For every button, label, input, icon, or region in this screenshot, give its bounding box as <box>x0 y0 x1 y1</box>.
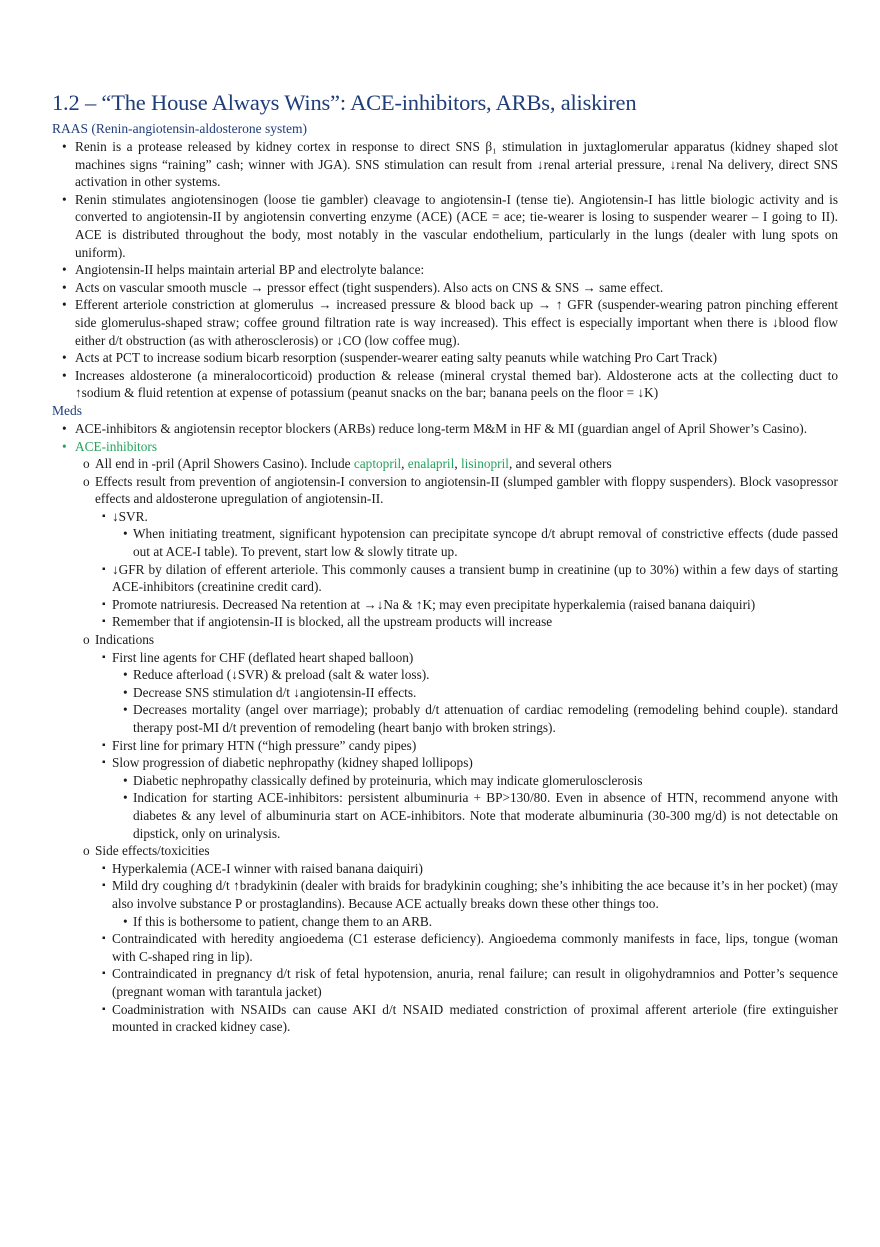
subsection-label: ACE-inhibitors <box>75 438 157 454</box>
list-item-text: Decrease SNS stimulation d/t ↓angiotensin-II effects. <box>133 684 417 700</box>
bullet-icon: • <box>62 297 67 313</box>
list-item-text: Promote natriuresis. Decreased Na retention at →↓Na & ↑K; may even precipitate hyperkalemia (raised banana daiquiri) <box>112 596 756 612</box>
list-item <box>52 525 838 560</box>
list-item <box>52 737 838 755</box>
list-item-text: ↓SVR. <box>112 508 148 524</box>
list-item-ace-inhibitors <box>52 438 838 456</box>
bullet-icon: • <box>123 667 128 683</box>
bullet-icon: ▪ <box>102 651 106 663</box>
list-item <box>52 649 838 667</box>
subsection-label: Indications <box>95 632 155 648</box>
list-item-text: Contraindicated with heredity angioedema (C1 esterase deficiency). Angioedema commonly manifests in face, lips, tongue (woman with C-shaped ring in lip). <box>112 931 838 964</box>
bullet-icon: • <box>62 262 67 278</box>
bullet-icon: o <box>83 473 90 489</box>
list-item-text: Diabetic nephropathy classically defined by proteinuria, which may indicate glomerulosclerosis <box>133 772 643 788</box>
meds-list <box>52 420 838 1036</box>
bullet-icon: ▪ <box>102 510 106 522</box>
bullet-icon: ▪ <box>102 739 106 751</box>
list-item-text: If this is bothersome to patient, change them to an ARB. <box>133 913 433 929</box>
bullet-icon: o <box>83 456 90 472</box>
bullet-icon: ▪ <box>102 563 106 575</box>
bullet-icon: • <box>123 526 128 542</box>
bullet-icon: • <box>62 279 67 295</box>
bullet-icon: ▪ <box>102 598 106 610</box>
list-item <box>52 965 838 1000</box>
list-item-text: First line for primary HTN (“high pressure” candy pipes) <box>112 737 417 753</box>
list-item <box>52 279 838 297</box>
drug-name: enalapril <box>407 456 455 472</box>
list-item-text: Reduce afterload (↓SVR) & preload (salt & water loss). <box>133 667 430 683</box>
list-item <box>52 138 838 191</box>
section-heading-meds: Meds <box>52 402 82 418</box>
list-item-text: Effects result from prevention of angiotensin-I conversion to angiotensin-II (slumped gambler with floppy suspenders). Block vasopressor effects and aldosterone upregulation of angiotensin-II. <box>95 473 838 507</box>
bullet-icon: • <box>62 191 67 207</box>
document-page <box>52 88 838 1036</box>
separator: , <box>454 456 461 472</box>
list-item <box>52 613 838 631</box>
list-item <box>52 561 838 596</box>
list-item <box>52 191 838 261</box>
bullet-icon: • <box>123 772 128 788</box>
list-item-text: First line agents for CHF (deflated heart shaped balloon) <box>112 649 414 665</box>
list-item <box>52 508 838 526</box>
list-item-text: , and several others <box>509 456 612 472</box>
bullet-icon: ▪ <box>102 1003 106 1015</box>
list-item-text: ↓GFR by dilation of efferent arteriole. This commonly causes a transient bump in creatinine (up to 30%) within a few days of starting ACE-inhibitors (creatinine credit card). <box>112 561 838 595</box>
bullet-icon: • <box>62 367 67 383</box>
section-heading-raas: RAAS (Renin-angiotensin-aldosterone system) <box>52 121 307 136</box>
list-item-text: Hyperkalemia (ACE-I winner with raised banana daiquiri) <box>112 860 423 876</box>
bullet-icon: • <box>123 790 128 806</box>
list-item-text: Renin stimulates angiotensinogen (loose tie gambler) cleavage to angiotensin-I (tense tie). Angiotensin-I has little biologic activity and is converted to angiotensin-II by angiotensin converting enzyme (ACE) (ACE = ace; tie-wearer is losing to suspender wearer – I going to II). ACE is distributed throughout the body, most notably in the vascular endothelium, particularly in the lungs (dealer with lung spots on uniform). <box>75 191 838 260</box>
page-title: 1.2 – “The House Always Wins”: ACE-inhibitors, ARBs, aliskiren <box>52 90 637 115</box>
bullet-icon: • <box>62 420 67 436</box>
bullet-icon: • <box>123 913 128 929</box>
list-item <box>52 473 838 508</box>
bullet-icon: ▪ <box>102 616 106 628</box>
bullet-icon: ▪ <box>102 933 106 945</box>
list-item <box>52 596 838 614</box>
list-item-text: Increases aldosterone (a mineralocorticoid) production & release (mineral crystal themed bar). Aldosterone acts at the collecting duct to ↑sodium & fluid retention at expense of potassium (peanut snacks on the bar; banana peels on the floor = ↓K) <box>75 367 838 401</box>
list-item-text: Mild dry coughing d/t ↑bradykinin (dealer with braids for bradykinin coughing; she’s inhibiting the ace because it’s in her pocket) (may also involve substance P or prostaglandins). Because ACE actually breaks down these other things too. <box>112 878 838 911</box>
list-item <box>52 1001 838 1036</box>
bullet-icon: o <box>83 843 90 859</box>
list-item-text: Coadministration with NSAIDs can cause AKI d/t NSAID mediated constriction of proximal afferent arteriole (fire extinguisher mounted in cracked kidney case). <box>112 1001 838 1035</box>
list-item-text: ACE-inhibitors & angiotensin receptor blockers (ARBs) reduce long-term M&M in HF & MI (guardian angel of April Shower’s Casino). <box>75 420 808 436</box>
bullet-icon: ▪ <box>102 968 106 980</box>
drug-name: captopril <box>353 456 402 472</box>
list-item <box>52 666 838 684</box>
list-item <box>52 296 838 349</box>
bullet-icon: • <box>62 350 67 366</box>
bullet-icon: • <box>62 139 67 154</box>
list-item-text: Acts at PCT to increase sodium bicarb resorption (suspender-wearer eating salty peanuts while watching Pro Cart Track) <box>75 350 718 366</box>
list-item <box>52 684 838 702</box>
list-item-text: Renin is a protease released by kidney cortex in response to direct SNS β₁ stimulation in juxtaglomerular apparatus (kidney shaped slot machines signs “raining” cash; winner with JGA). SNS stimulation can result from ↓renal arterial pressure, ↓renal Na delivery, direct SNS activation in other systems. <box>75 139 838 190</box>
list-item <box>52 261 838 279</box>
bullet-icon: • <box>62 438 67 454</box>
list-item <box>52 367 838 402</box>
bullet-icon: • <box>123 702 128 718</box>
list-item <box>52 772 838 790</box>
list-item <box>52 860 838 878</box>
list-item-text: All end in -pril (April Showers Casino). Include <box>95 456 354 472</box>
list-item-text: Indication for starting ACE-inhibitors: persistent albuminuria + BP>130/80. Even in absence of HTN, recommend anyone with diabetes & any level of albuminuria start on ACE-inhibitors. Note that moderate albuminuria (30-300 mg/d) is not detectable on dipstick, only on urinalysis. <box>133 790 838 841</box>
raas-list <box>52 138 838 402</box>
separator: , <box>401 456 408 472</box>
drug-name: lisinopril <box>460 456 509 472</box>
bullet-icon: ▪ <box>102 862 106 874</box>
list-item-text: When initiating treatment, significant hypotension can precipitate syncope d/t abrupt removal of constrictive effects (dude passed out at ACE-I table). To prevent, start low & slowly titrate up. <box>133 526 838 560</box>
list-item <box>52 789 838 842</box>
bullet-icon: ▪ <box>102 757 106 769</box>
bullet-icon: o <box>83 632 90 648</box>
bullet-icon: • <box>123 684 128 700</box>
list-item-text: Contraindicated in pregnancy d/t risk of fetal hypotension, anuria, renal failure; can result in oligohydramnios and Potter’s sequence (pregnant woman with tarantula jacket) <box>112 966 838 999</box>
list-item <box>52 754 838 772</box>
list-item <box>52 349 838 367</box>
list-item-text: Slow progression of diabetic nephropathy (kidney shaped lollipops) <box>112 755 473 771</box>
list-item <box>52 930 838 965</box>
list-item-text: Remember that if angiotensin-II is blocked, all the upstream products will increase <box>112 614 553 630</box>
list-item-text: Angiotensin-II helps maintain arterial BP and electrolyte balance: <box>75 262 425 278</box>
list-item <box>52 455 838 473</box>
list-item <box>52 842 838 860</box>
subsection-label: Side effects/toxicities <box>95 843 210 859</box>
list-item <box>52 913 838 931</box>
list-item-text: Decreases mortality (angel over marriage); probably d/t attenuation of cardiac remodeling (remodeling behind couple). standard therapy post-MI d/t prevention of remodeling (heart banjo with broken strings). <box>133 702 838 735</box>
list-item <box>52 631 838 649</box>
bullet-icon: ▪ <box>102 880 106 892</box>
list-item <box>52 701 838 736</box>
list-item-text: Acts on vascular smooth muscle → pressor effect (tight suspenders). Also acts on CNS & SNS → same effect. <box>75 279 664 295</box>
list-item <box>52 420 838 438</box>
list-item-text: Efferent arteriole constriction at glomerulus → increased pressure & blood back up → ↑ GFR (suspender-wearing patron pinching efferent side glomerulus-shaped straw; coffee ground filtration rate is way increased). This effect is especially important when there is ↓blood flow either d/t obstruction (as with atherosclerosis) or ↓CO (low coffee mug). <box>75 297 838 348</box>
list-item <box>52 877 838 912</box>
